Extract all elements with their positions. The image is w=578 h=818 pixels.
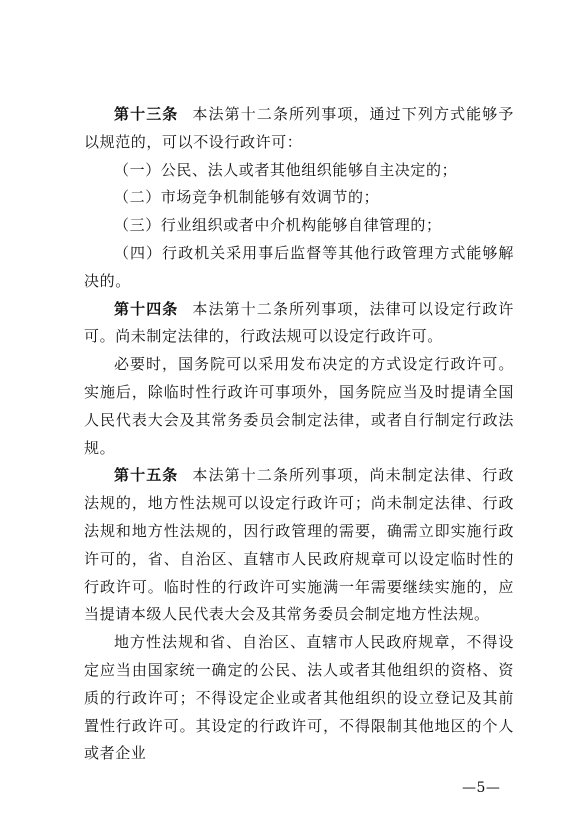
- article-15-paragraph-1: [84, 462, 514, 629]
- article-15-number: 第十五条: [114, 466, 179, 485]
- article-13-number: 第十三条: [114, 105, 179, 123]
- law-text-body: [84, 101, 514, 768]
- article-13-item-1: （一）公民、法人或者其他组织能够自主决定的；: [114, 160, 458, 179]
- article-13-text: 本法第十二条所列事项，通过下列方式能够予以规范的，可以不设行政许可：: [84, 105, 514, 151]
- article-15-paragraph-2: 地方性法规和省、自治区、直辖市人民政府规章，不得设定应当由国家统一确定的公民、法人或者其他组织的资格、资质的行政许可；不得设定企业或者其他组织的设立登记及其前置性行政许可。其设定的行政许可，不得限制其他地区的个人或者企业: [84, 633, 514, 763]
- article-13-item-4: （四）行政机关采用事后监督等其他行政管理方式能够解决的。: [84, 243, 514, 290]
- article-13-item-3: （三）行业组织或者中介机构能够自律管理的；: [114, 216, 442, 235]
- article-14-paragraph-1: [84, 296, 514, 352]
- article-13-item-2: （二）市场竞争机制能够有效调节的；: [114, 188, 380, 207]
- article-13-intro: [84, 101, 514, 157]
- article-15-text: 本法第十二条所列事项，尚未制定法律、行政法规的，地方性法规可以设定行政许可；尚未制定法律、行政法规和地方性法规的，因行政管理的需要，确需立即实施行政许可的，省、自治区、直辖市人民政府规章可以设定临时性的行政许可。临时性的行政许可实施满一年需要继续实施的，应当提请本级人民代表大会及其常务委员会制定地方性法规。: [84, 466, 514, 624]
- article-14-text: 本法第十二条所列事项，法律可以设定行政许可。尚未制定法律的，行政法规可以设定行政许可。: [84, 299, 514, 346]
- article-14-paragraph-2: 必要时，国务院可以采用发布决定的方式设定行政许可。实施后，除临时性行政许可事项外，国务院应当及时提请全国人民代表大会及其常务委员会制定法律，或者自行制定行政法规。: [84, 355, 514, 457]
- page-number: —5—: [462, 780, 501, 796]
- article-14-number: 第十四条: [114, 299, 179, 318]
